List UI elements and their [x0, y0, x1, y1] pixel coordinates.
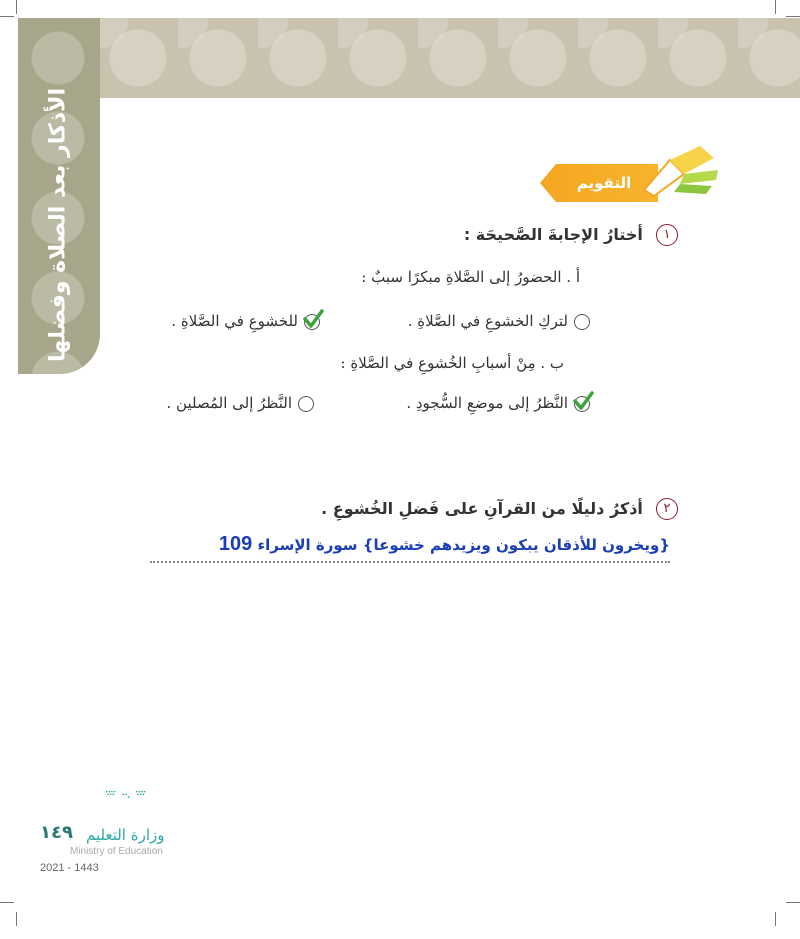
ministry-name-en: Ministry of Education [70, 846, 163, 857]
checked-radio[interactable] [574, 396, 590, 412]
crop-mark [775, 0, 776, 14]
option-1a-2[interactable] [408, 312, 590, 330]
crop-mark [775, 912, 776, 926]
radio-icon[interactable] [298, 396, 314, 412]
answer-text: {ويخرون للأذقان يبكون ويزيدهم خشوعا} سورة الإسراء [257, 536, 670, 554]
question-number: ١ [656, 224, 678, 246]
checkmark-icon [572, 390, 594, 412]
chapter-title: الأذكار بعد الصلاة وفضلها [45, 88, 71, 362]
question-title: أختارُ الإجابةَ الصَّحيحَة : [463, 224, 643, 244]
tag-label: التقويم [576, 174, 632, 192]
question-number: ٢ [656, 498, 678, 520]
option-label: النَّظرُ إلى المُصلين . [166, 394, 292, 412]
question-1-header [464, 224, 678, 246]
crop-mark [786, 16, 800, 17]
question-1a-prompt: أ . الحضورُ إلى الصَّلاةِ مبكرًا سببٌ : [361, 268, 580, 286]
answer-field[interactable] [150, 533, 670, 563]
checkmark-icon [302, 308, 324, 330]
crop-mark [16, 0, 17, 14]
option-1b-1[interactable] [167, 394, 315, 412]
pen-icon [640, 140, 720, 200]
option-label: النَّظرُ إلى موضعِ السُّجودِ . [406, 394, 568, 412]
page-number: ١٤٩ [40, 822, 73, 843]
option-1a-1[interactable] [171, 312, 320, 330]
checked-radio[interactable] [304, 314, 320, 330]
crop-mark [0, 902, 14, 903]
answer-verse-number: 109 [218, 533, 253, 555]
edition-year: 2021 - 1443 [40, 862, 99, 874]
ministry-name-ar: وزارة التعليم [86, 826, 165, 844]
header-banner [18, 18, 800, 98]
question-title: أذكرُ دليلًا من القرآنِ على فَضلِ الخُشوعِ . [321, 498, 643, 518]
question-1b-prompt: ب . مِنْ أسبابِ الخُشوعِ في الصَّلاةِ : [340, 354, 564, 372]
crop-mark [0, 16, 14, 17]
option-label: لتركِ الخشوعِ في الصَّلاةِ . [407, 312, 568, 330]
crop-mark [16, 912, 17, 926]
option-1b-2[interactable] [406, 394, 590, 412]
option-label: للخشوعِ في الصَّلاةِ . [171, 312, 298, 330]
ministry-logo-dots-icon [80, 790, 180, 820]
crop-mark [786, 902, 800, 903]
radio-icon[interactable] [574, 314, 590, 330]
question-2-header [321, 498, 678, 520]
